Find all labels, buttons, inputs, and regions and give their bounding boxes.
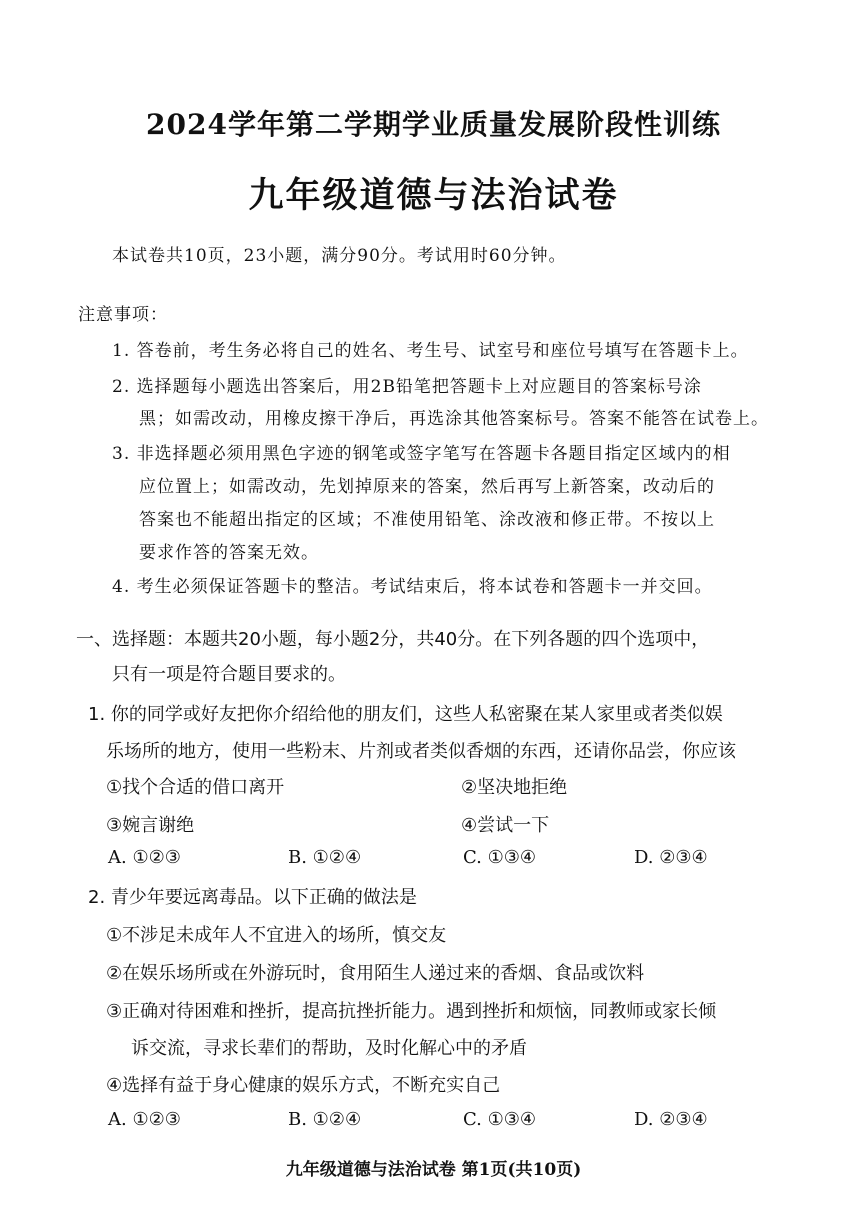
question-1-choice-d: D. ②③④ [634, 847, 708, 868]
notice-line: 要求作答的答案无效。 [139, 543, 319, 563]
question-2-choice-a: A. ①②③ [108, 1109, 181, 1130]
section-heading: 一、选择题：本题共20小题，每小题2分，共40分。在下列各题的四个选项中， [76, 629, 710, 650]
page-footer: 九年级道德与法治试卷 第1页(共10页) [285, 1160, 582, 1180]
question-1-choice-b: B. ①②④ [288, 847, 362, 868]
question-2-item-1: ①不涉足未成年人不宜进入的场所，慎交友 [106, 925, 447, 946]
question-1-item-1: ①找个合适的借口离开 [106, 777, 285, 798]
notice-line: 1. 答卷前，考生务必将自己的姓名、考生号、试室号和座位号填写在答题卡上。 [112, 341, 749, 361]
notice-line: 答案也不能超出指定的区域；不准使用铅笔、涂改液和修正带。不按以上 [139, 510, 715, 530]
exam-title-line1: 2024学年第二学期学业质量发展阶段性训练 [146, 108, 721, 141]
question-2-item-3-cont: 诉交流，寻求长辈们的帮助，及时化解心中的矛盾 [131, 1038, 527, 1059]
question-1-item-4: ④尝试一下 [461, 815, 550, 836]
section-heading-cont: 只有一项是符合题目要求的。 [112, 664, 346, 685]
question-2-choice-b: B. ①②④ [288, 1109, 362, 1130]
question-1-choice-a: A. ①②③ [108, 847, 181, 868]
notice-line: 应位置上；如需改动，先划掉原来的答案，然后再写上新答案，改动后的 [139, 477, 715, 497]
exam-intro: 本试卷共10页，23小题，满分90分。考试用时60分钟。 [112, 246, 567, 266]
question-1-stem: 1. 你的同学或好友把你介绍给他的朋友们，这些人私密聚在某人家里或者类似娱 [88, 704, 723, 725]
exam-title-line2: 九年级道德与法治试卷 [248, 175, 619, 216]
question-2-stem: 2. 青少年要远离毒品。以下正确的做法是 [88, 887, 417, 908]
question-2-choice-c: C. ①③④ [463, 1109, 536, 1130]
question-2-item-3: ③正确对待困难和挫折，提高抗挫折能力。遇到挫折和烦恼，同教师或家长倾 [106, 1001, 717, 1022]
notice-heading: 注意事项： [78, 305, 168, 325]
question-1-stem-cont: 乐场所的地方，使用一些粉末、片剂或者类似香烟的东西，还请你品尝，你应该 [106, 741, 736, 762]
question-2-item-4: ④选择有益于身心健康的娱乐方式，不断充实自己 [106, 1075, 501, 1096]
notice-line: 黑；如需改动，用橡皮擦干净后，再选涂其他答案标号。答案不能答在试卷上。 [139, 409, 769, 429]
notice-line: 2. 选择题每小题选出答案后，用2B铅笔把答题卡上对应题目的答案标号涂 [112, 377, 702, 397]
question-2-choice-d: D. ②③④ [634, 1109, 708, 1130]
notice-line: 3. 非选择题必须用黑色字迹的钢笔或签字笔写在答题卡各题目指定区域内的相 [112, 444, 731, 464]
question-2-item-2: ②在娱乐场所或在外游玩时，食用陌生人递过来的香烟、食品或饮料 [106, 963, 645, 984]
question-1-item-2: ②坚决地拒绝 [461, 777, 568, 798]
question-1-choice-c: C. ①③④ [463, 847, 536, 868]
question-1-item-3: ③婉言谢绝 [106, 815, 195, 836]
notice-line: 4. 考生必须保证答题卡的整洁。考试结束后，将本试卷和答题卡一并交回。 [112, 577, 713, 597]
